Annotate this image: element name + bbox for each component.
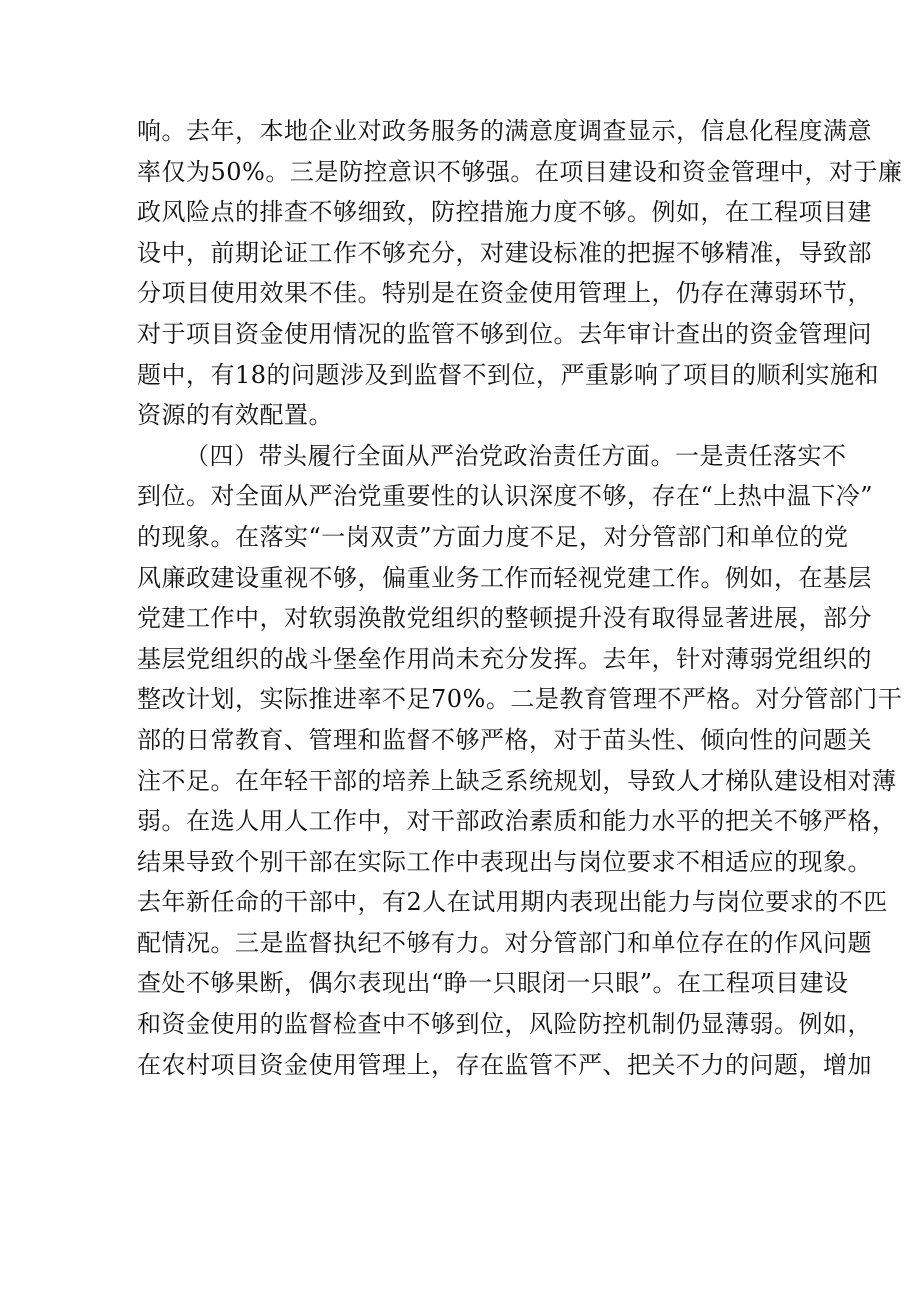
text-line: 配情况。三是监督执纪不够有力。对分管部门和单位存在的作风问题 (137, 928, 872, 957)
text-line: 结果导致个别干部在实际工作中表现出与岗位要求不相适应的现象。 (137, 847, 872, 876)
body-text (137, 111, 903, 1085)
text-line: 整改计划，实际推进率不足70%。二是教育管理不严格。对分管部门干 (137, 685, 903, 714)
text-line: 弱。在选人用人工作中，对干部政治素质和能力水平的把关不够严格， (137, 807, 897, 836)
text-line: 风廉政建设重视不够，偏重业务工作而轻视党建工作。例如，在基层 (137, 563, 872, 592)
text-line: 党建工作中，对软弱涣散党组织的整顿提升没有取得显著进展，部分 (137, 604, 872, 633)
text-line: 资源的有效配置。 (137, 401, 333, 430)
text-line: 到位。对全面从严治党重要性的认识深度不够，存在“上热中温下冷” (137, 482, 874, 511)
text-line: 率仅为50%。三是防控意识不够强。在项目建设和资金管理中，对于廉 (137, 157, 903, 186)
text-line: 对于项目资金使用情况的监管不够到位。去年审计查出的资金管理问 (137, 319, 872, 348)
text-line: 注不足。在年轻干部的培养上缺乏系统规划，导致人才梯队建设相对薄 (137, 766, 897, 795)
text-line: 设中，前期论证工作不够充分，对建设标准的把握不够精准，导致部 (137, 238, 872, 267)
text-line: 政风险点的排查不够细致，防控措施力度不够。例如，在工程项目建 (137, 198, 872, 227)
text-line: 响。去年，本地企业对政务服务的满意度调查显示，信息化程度满意 (137, 117, 872, 145)
text-line: 部的日常教育、管理和监督不够严格，对于苗头性、倾向性的问题关 (137, 725, 872, 754)
text-line: 和资金使用的监督检查中不够到位，风险防控机制仍显薄弱。例如， (137, 1010, 872, 1039)
text-line: 题中，有18的问题涉及到监督不到位，严重影响了项目的顺利实施和 (137, 360, 880, 389)
section-heading-line: （四）带头履行全面从严治党政治责任方面。一是责任落实不 (185, 441, 847, 470)
text-line: 的现象。在落实“一岗双责”方面力度不足，对分管部门和单位的党 (137, 522, 849, 551)
text-line: 查处不够果断，偶尔表现出“睁一只眼闭一只眼”。在工程项目建设 (137, 969, 849, 998)
text-line: 在农村项目资金使用管理上，存在监管不严、把关不力的问题，增加 (137, 1050, 872, 1079)
text-line: 基层党组织的战斗堡垒作用尚未充分发挥。去年，针对薄弱党组织的 (137, 644, 872, 673)
text-line: 分项目使用效果不佳。特别是在资金使用管理上，仍存在薄弱环节， (137, 279, 872, 308)
text-line: 去年新任命的干部中，有2人在试用期内表现出能力与岗位要求的不匹 (137, 888, 888, 917)
